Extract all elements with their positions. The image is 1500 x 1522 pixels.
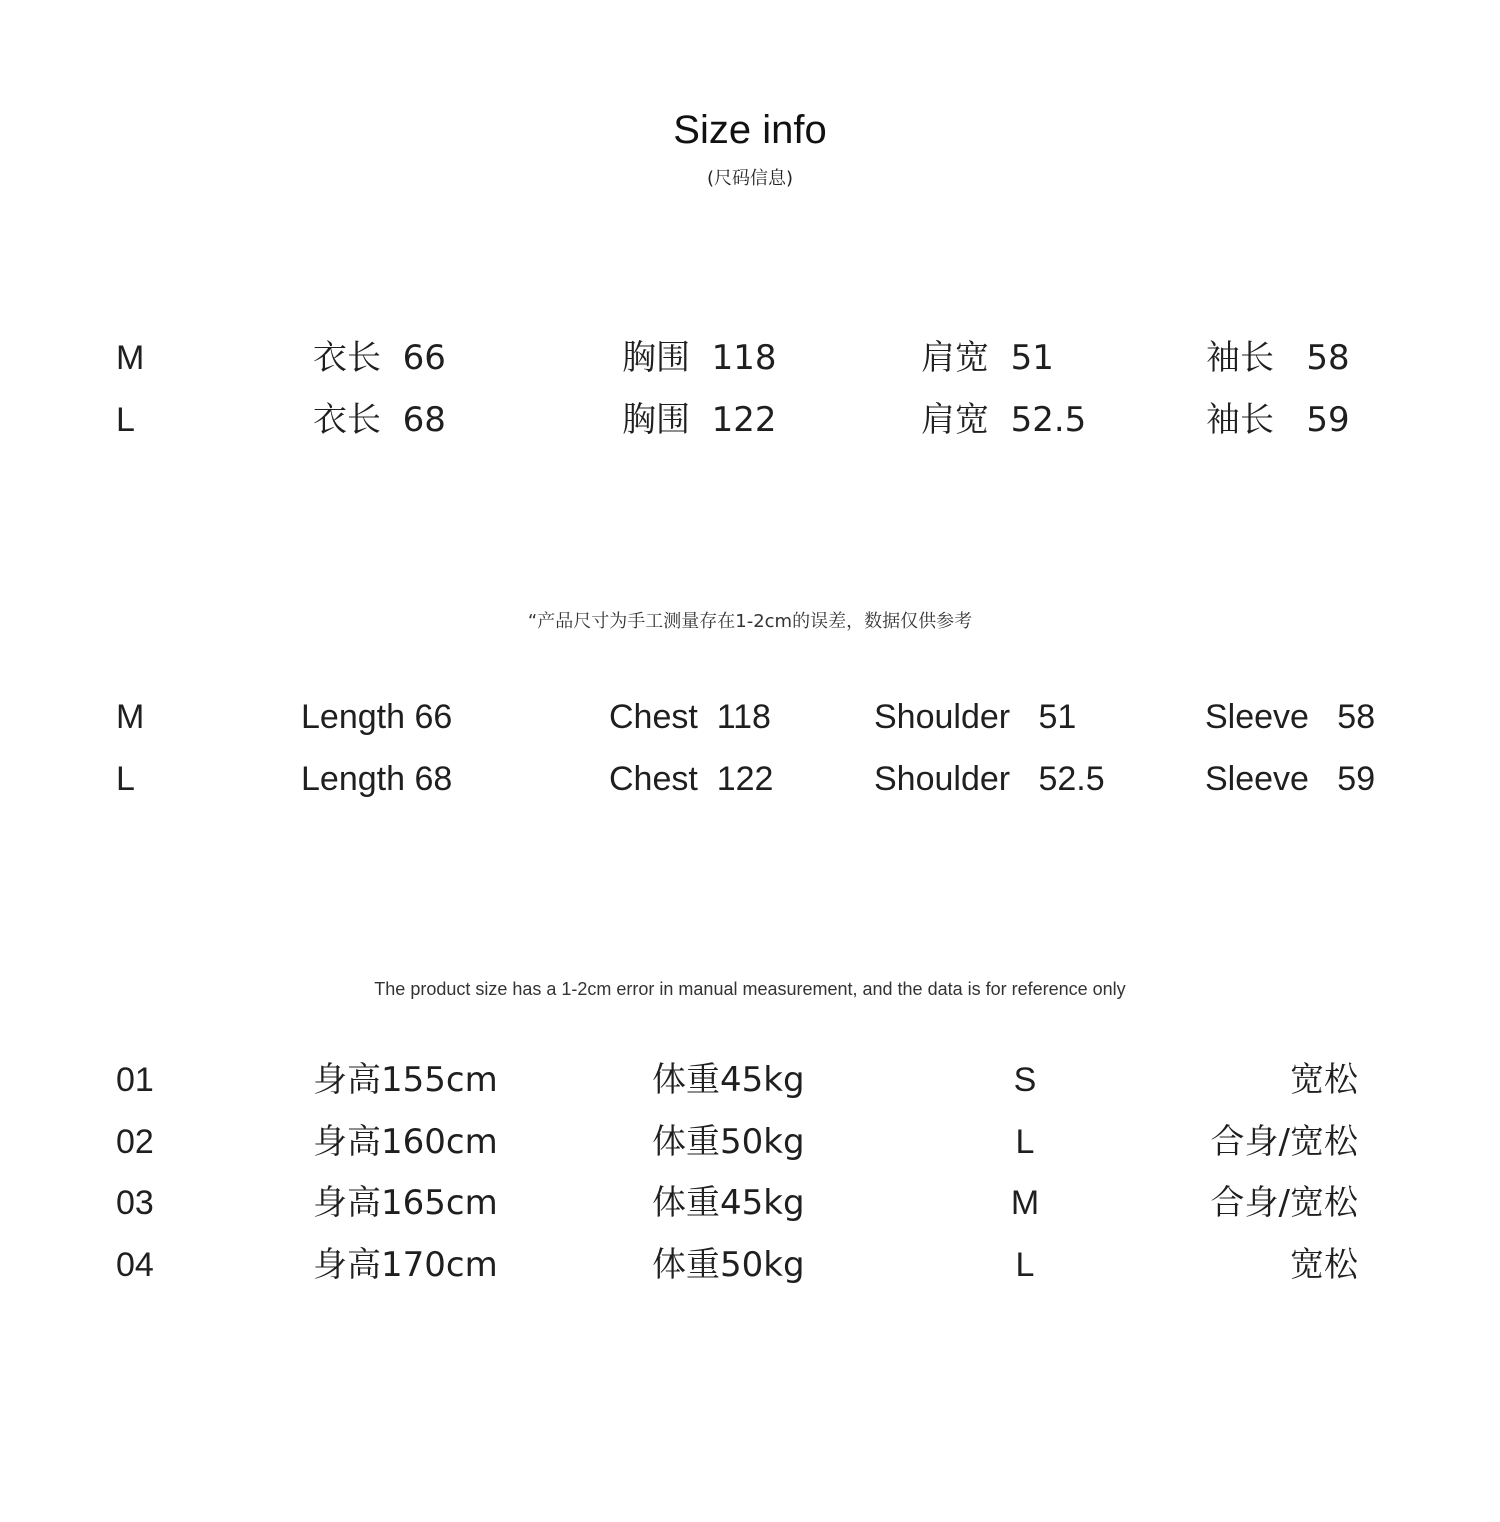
- model-row: [0, 1243, 1500, 1305]
- model-weight: 体重50kg: [652, 1244, 805, 1285]
- model-index: 03: [116, 1184, 154, 1222]
- model-fit: 合身/宽松: [1210, 1121, 1358, 1162]
- length-value: Length 68: [301, 759, 453, 798]
- chest-value: 胸围 122: [622, 399, 777, 440]
- model-row: [0, 1120, 1500, 1182]
- model-index: 04: [116, 1245, 154, 1284]
- size-table-cn: [0, 336, 1500, 459]
- model-size: L: [1015, 1245, 1035, 1284]
- measurement-note-en: The product size has a 1-2cm error in manual measurement, and the data is for reference only: [374, 979, 1126, 999]
- model-row: [0, 1181, 1500, 1243]
- model-weight: 体重45kg: [652, 1183, 805, 1223]
- length-value: 衣长 68: [313, 399, 446, 440]
- chest-value: Chest 122: [609, 759, 774, 798]
- model-index: 02: [116, 1122, 154, 1161]
- model-height: 身高160cm: [313, 1121, 498, 1162]
- model-index: 01: [116, 1061, 154, 1099]
- sleeve-value: 袖长 58: [1206, 338, 1350, 378]
- size-label: M: [116, 339, 145, 377]
- shoulder-value: 肩宽 52.5: [921, 399, 1087, 440]
- model-height: 身高155cm: [313, 1060, 498, 1100]
- sleeve-value: Sleeve 58: [1205, 698, 1376, 736]
- sleeve-value: Sleeve 59: [1205, 759, 1376, 798]
- size-label: L: [116, 759, 135, 798]
- size-row-m: [0, 336, 1500, 398]
- size-row-l: [0, 398, 1500, 460]
- model-height: 身高170cm: [313, 1244, 498, 1285]
- model-size: L: [1015, 1122, 1035, 1161]
- model-fit: 宽松: [1290, 1244, 1358, 1285]
- measurement-note-cn: “产品尺寸为手工测量存在1-2cm的误差，数据仅供参考: [527, 611, 973, 632]
- model-weight: 体重45kg: [652, 1060, 805, 1100]
- chest-value: 胸围 118: [622, 338, 777, 378]
- size-table-en: [0, 695, 1500, 818]
- size-row-m: [0, 695, 1500, 757]
- sleeve-value: 袖长 59: [1206, 399, 1350, 440]
- shoulder-value: Shoulder 51: [874, 698, 1077, 736]
- model-reference-table: [0, 1058, 1500, 1304]
- page-subtitle: (尺码信息): [706, 168, 794, 189]
- shoulder-value: Shoulder 52.5: [874, 759, 1105, 798]
- page-title: Size info: [673, 108, 827, 152]
- size-row-l: [0, 757, 1500, 819]
- model-fit: 宽松: [1290, 1060, 1358, 1100]
- size-label: M: [116, 698, 145, 736]
- model-size: M: [1010, 1184, 1040, 1222]
- model-row: [0, 1058, 1500, 1120]
- size-label: L: [116, 400, 135, 439]
- length-value: Length 66: [301, 698, 453, 736]
- model-size: S: [1013, 1061, 1037, 1099]
- chest-value: Chest 118: [609, 698, 771, 736]
- length-value: 衣长 66: [313, 338, 446, 378]
- model-fit: 合身/宽松: [1210, 1183, 1358, 1223]
- shoulder-value: 肩宽 51: [921, 338, 1054, 378]
- model-weight: 体重50kg: [652, 1121, 805, 1162]
- model-height: 身高165cm: [313, 1183, 498, 1223]
